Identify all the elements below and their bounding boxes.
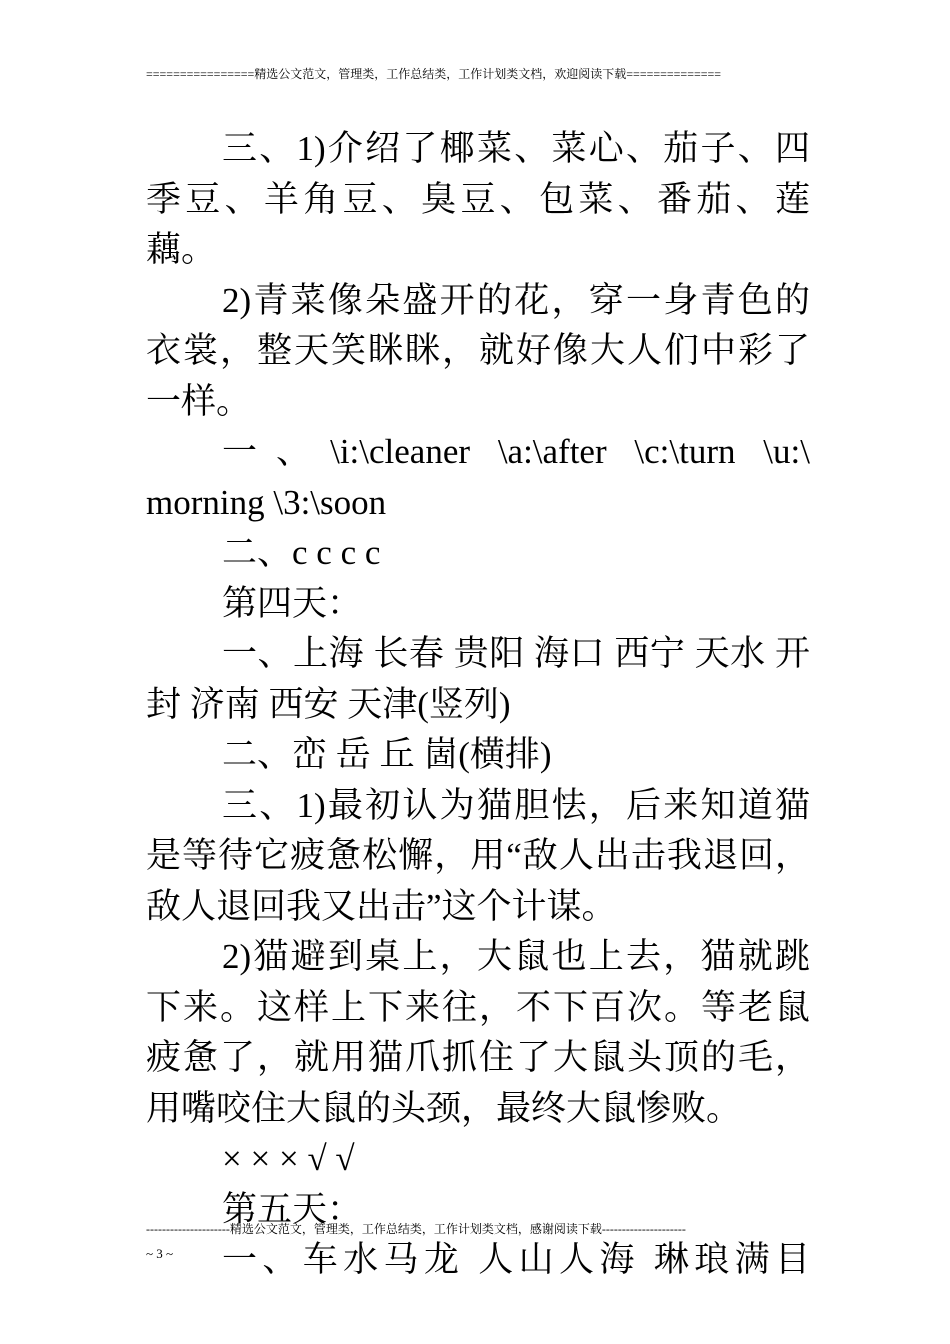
document-body: [146, 124, 810, 1286]
paragraph: 第四天：: [222, 583, 363, 623]
page-footer: ---------------------精选公文范文，管理类，工作总结类，工作计划类文档，感谢阅读下载---------------------: [146, 1222, 686, 1236]
paragraph: 一、上海 长春 贵阳 海口 西宁 天水 开封 济南 西安 天津(竖列): [146, 634, 810, 724]
paragraph: 三、1)最初认为猫胆怯，后来知道猫是等待它疲惫松懈，用“敌人出击我退回，敌人退回我又出击”这个计谋。: [146, 785, 810, 926]
paragraph: × × × √ √: [222, 1139, 355, 1178]
paragraph: 二、c c c c: [222, 533, 381, 572]
paragraph: 2)青菜像朵盛开的花，穿一身青色的衣裳，整天笑眯眯，就好像大人们中彩了一样。: [146, 280, 810, 421]
paragraph: 第五天：: [222, 1189, 363, 1229]
paragraph: 2)猫避到桌上，大鼠也上去，猫就跳下来。这样上下来往，不下百次。等老鼠疲惫了，就用猫爪抓住了大鼠头顶的毛，用嘴咬住大鼠的头颈，最终大鼠惨败。: [146, 937, 810, 1128]
paragraph: 一、车水马龙 人山人海 琳琅满目: [222, 1240, 810, 1279]
paragraph: 二、峦 岳 丘 崮(横排): [222, 735, 552, 774]
paragraph: 一、\i:\cleaner \a:\after \c:\turn \u:\ morning \3:\soon: [146, 432, 810, 522]
paragraph: 三、1)介绍了椰菜、菜心、茄子、四季豆、羊角豆、臭豆、包菜、番茄、莲藕。: [146, 129, 810, 269]
page-header: ================精选公文范文，管理类，工作总结类，工作计划类文档，欢迎阅读下载==============: [146, 67, 722, 81]
page-number: ~ 3 ~: [146, 1246, 174, 1261]
